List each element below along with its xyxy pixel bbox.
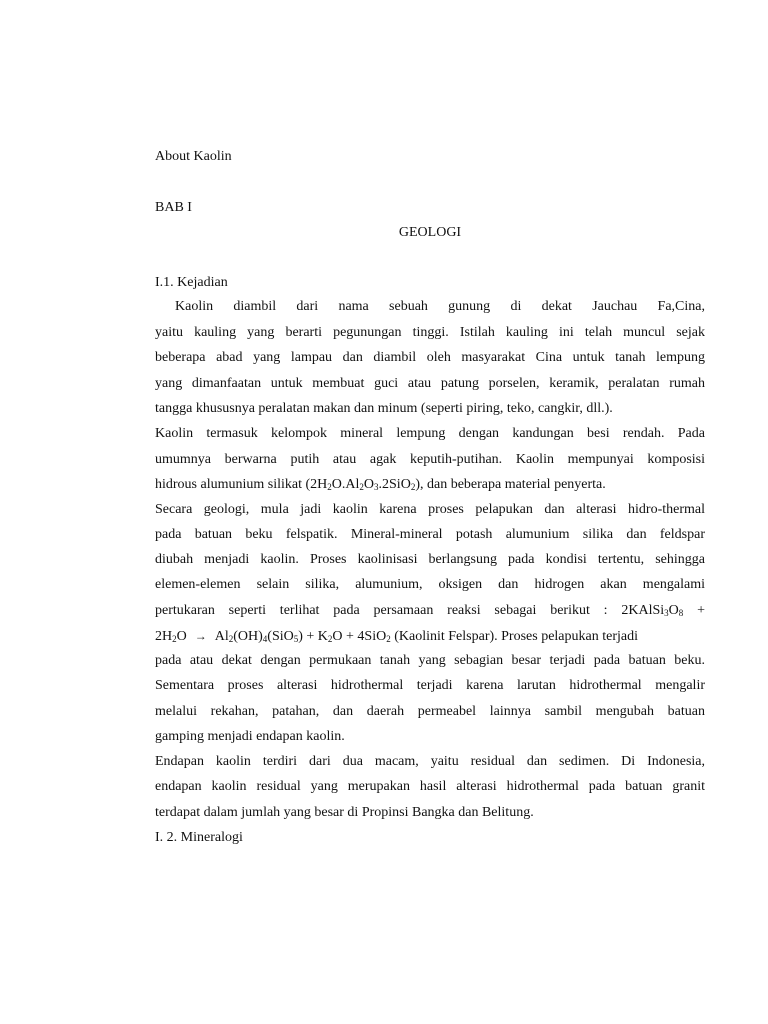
text-run: ) + K (298, 629, 328, 644)
paragraph-line: Endapan kaolin terdiri dari dua macam, yaitu residual dan sedimen. Di Indonesia, (155, 754, 705, 769)
section-heading-mineralogi: I. 2. Mineralogi (155, 830, 243, 845)
chapter-heading: GEOLOGI (398, 225, 462, 240)
text-run: pertukaran seperti terlihat pada persamaan reaksi sebagai berikut : 2KAlSi (155, 603, 665, 618)
paragraph-line: endapan kaolin residual yang merupakan hasil alterasi hidrothermal pada batuan granit (155, 779, 705, 794)
formula-line (155, 476, 705, 494)
paragraph-line: terdapat dalam jumlah yang besar di Propinsi Bangka dan Belitung. (155, 805, 534, 820)
paragraph-line: Kaolin diambil dari nama sebuah gunung di dekat Jauchau Fa,Cina, (175, 299, 705, 314)
text-run: hidrous alumunium silikat (2H (155, 477, 328, 492)
formula-line (155, 602, 705, 620)
chapter-label: BAB I (155, 200, 192, 215)
subscript: 8 (678, 608, 684, 618)
text-run: Al (214, 629, 229, 644)
subscript: 2 (327, 634, 333, 644)
paragraph-line: beberapa abad yang lampau dan diambil oleh masyarakat Cina untuk tanah lempung (155, 350, 705, 365)
paragraph-line: Sementara proses alterasi hidrothermal terjadi karena larutan hidrothermal mengalir (155, 678, 705, 693)
text-run: (Kaolinit Felspar). Proses pelapukan terjadi (390, 629, 638, 644)
paragraph-line: Kaolin termasuk kelompok mineral lempung dengan kandungan besi rendah. Pada (155, 426, 705, 441)
text-run: ), dan beberapa material penyerta. (415, 477, 606, 492)
text-run: O (363, 477, 375, 492)
subscript: 2 (410, 482, 416, 492)
text-run: O (668, 603, 679, 618)
subscript: 2 (386, 634, 391, 644)
paragraph-line: melalui rekahan, patahan, dan daerah permeabel lainnya sambil mengubah batuan (155, 704, 705, 719)
text-run: (OH) (233, 629, 263, 644)
text-run: O (176, 629, 187, 644)
text-run: O + 4SiO (332, 629, 387, 644)
reaction-arrow-icon: → (194, 629, 207, 643)
text-run: 2H (155, 629, 173, 644)
paragraph-line: elemen-elemen selain silika, alumunium, oksigen dan hidrogen akan mengalami (155, 577, 705, 592)
paragraph-line: diubah menjadi kaolin. Proses kaolinisasi berlangsung pada kondisi tertentu, sehingga (155, 552, 705, 567)
paragraph-line: gamping menjadi endapan kaolin. (155, 729, 345, 744)
paragraph-line: pada batuan beku felspatik. Mineral-mineral potash alumunium silika dan feldspar (155, 527, 705, 542)
paragraph-line: pada atau dekat dengan permukaan tanah yang sebagian besar terjadi pada batuan beku. (155, 653, 705, 668)
subscript: 3 (664, 608, 669, 618)
text-run: O.Al (331, 477, 360, 492)
subscript: 2 (327, 482, 332, 492)
subscript: 2 (172, 634, 177, 644)
subscript: 5 (293, 634, 299, 644)
paragraph-line: Secara geologi, mula jadi kaolin karena proses pelapukan dan alterasi hidro-thermal (155, 502, 705, 517)
subscript: 4 (262, 634, 268, 644)
subscript: 2 (359, 482, 364, 492)
paragraph-line: umumnya berwarna putih atau agak keputih-putihan. Kaolin mempunyai komposisi (155, 452, 705, 467)
subscript: 3 (374, 482, 379, 492)
reaction-equation-line (155, 627, 705, 646)
paragraph-line: tangga khususnya peralatan makan dan minum (seperti piring, teko, cangkir, dll.). (155, 401, 613, 416)
paragraph-line: yang dimanfaatan untuk membuat guci atau patung porselen, keramik, peralatan rumah (155, 376, 705, 391)
text-run: .2SiO (378, 477, 411, 492)
subscript: 2 (228, 634, 234, 644)
paragraph-line: yaitu kauling yang berarti pegunungan tinggi. Istilah kauling ini telah muncul sejak (155, 325, 705, 340)
text-run: + (683, 603, 705, 618)
document-title: About Kaolin (155, 149, 232, 164)
section-heading-kejadian: I.1. Kejadian (155, 275, 228, 290)
text-run: (SiO (267, 629, 294, 644)
